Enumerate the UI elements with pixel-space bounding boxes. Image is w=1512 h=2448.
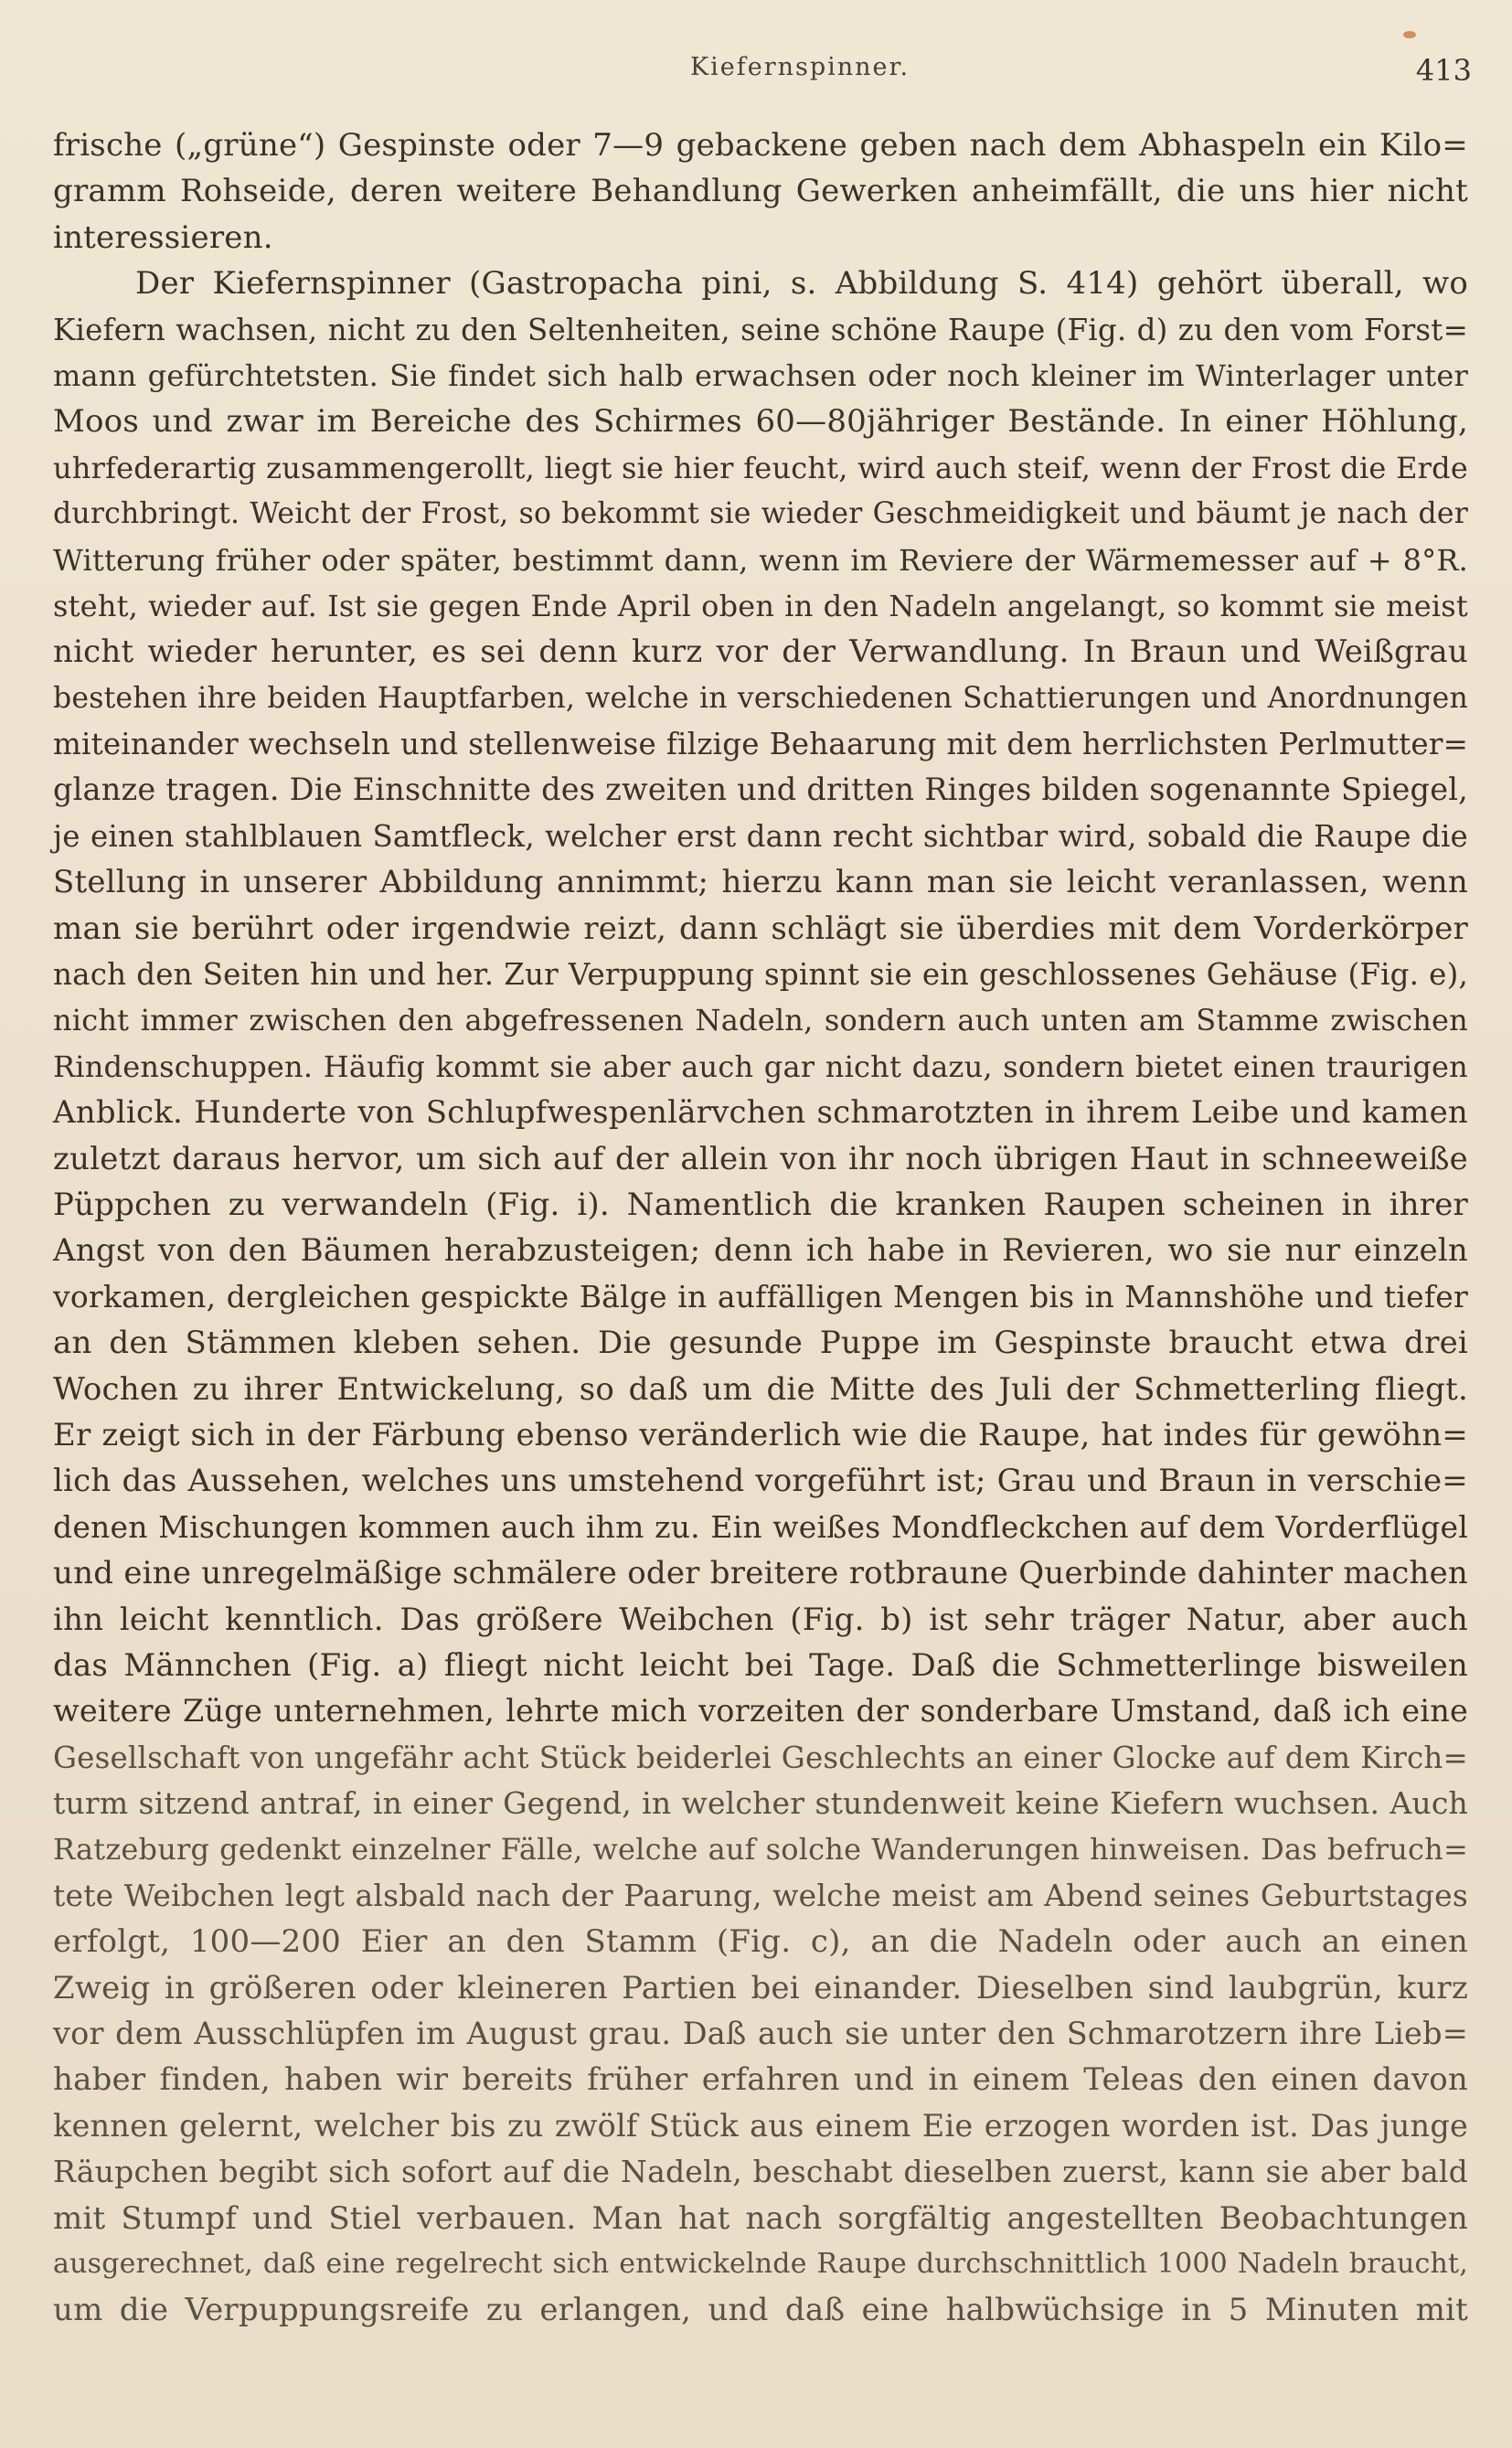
text-line: Er zeigt sich in der Färbung ebenso veränderlich wie die Raupe, hat indes für gewöhn=	[53, 1416, 1468, 1453]
text-line: Stellung in unserer Abbildung annimmt; hierzu kann man sie leicht veranlassen, wenn	[53, 864, 1468, 901]
text-line: Witterung früher oder später, bestimmt dann, wenn im Reviere der Wärmemesser auf + 8°R.	[53, 542, 1468, 578]
text-line: uhrfederartig zusammengerollt, liegt sie hier feucht, wird auch steif, wenn der Frost die Erde	[53, 450, 1468, 485]
text-line: Anblick. Hunderte von Schlupfwespenlärvchen schmarotzten in ihrem Leibe und kamen	[53, 1094, 1468, 1132]
text-line: Gesellschaft von ungefähr acht Stück beiderlei Geschlechts an einer Glocke auf dem Kirch=	[53, 1740, 1468, 1775]
text-line: Wochen zu ihrer Entwickelung, so daß um die Mitte des Juli der Schmetterling fliegt.	[53, 1370, 1468, 1408]
text-line: und eine unregelmäßige schmälere oder breitere rotbraune Querbinde dahinter machen	[53, 1555, 1468, 1592]
text-line: vorkamen, dergleichen gespickte Bälge in auffälligen Mengen bis in Mannshöhe und tiefer	[53, 1278, 1468, 1314]
text-line: Ratzeburg gedenkt einzelner Fälle, welche auf solche Wanderungen hinweisen. Das befruch=	[53, 1832, 1468, 1868]
text-line: gramm Rohseide, deren weitere Behandlung Gewerken anheimfällt, die uns hier nicht	[53, 173, 1468, 210]
text-line: Rindenschuppen. Häufig kommt sie aber auch gar nicht dazu, sondern bietet einen traurigen	[53, 1048, 1468, 1084]
text-line: nach den Seiten hin und her. Zur Verpuppung spinnt sie ein geschlossenes Gehäuse (Fig. e),	[53, 957, 1468, 993]
text-line: das Männchen (Fig. a) fliegt nicht leicht bei Tage. Daß die Schmetterlinge bisweilen	[53, 1646, 1468, 1684]
text-line: man sie berührt oder irgendwie reizt, dann schlägt sie überdies mit dem Vorderkörper	[53, 910, 1468, 947]
text-line: haber finden, haben wir bereits früher erfahren und in einem Teleas den einen davon	[53, 2061, 1468, 2099]
text-line: Moos und zwar im Bereiche des Schirmes 60—80jähriger Bestände. In einer Höhlung,	[53, 403, 1468, 441]
text-line: denen Mischungen kommen auch ihm zu. Ein weißes Mondfleckchen auf dem Vorderflügel	[53, 1508, 1468, 1545]
text-line: ihn leicht kenntlich. Das größere Weibchen (Fig. b) ist sehr träger Natur, aber auch	[53, 1601, 1468, 1638]
text-line: miteinander wechseln und stellenweise filzige Behaarung mit dem herrlichsten Perlmutter=	[53, 727, 1468, 762]
ink-stain	[1403, 31, 1416, 38]
text-line: steht, wieder auf. Ist sie gegen Ende April oben in den Nadeln angelangt, so kommt sie meist	[53, 588, 1468, 623]
page-number: 413	[1415, 53, 1472, 88]
text-line: nicht immer zwischen den abgefressenen Nadeln, sondern auch unten am Stamme zwischen	[53, 1003, 1468, 1038]
text-line: weitere Züge unternehmen, lehrte mich vorzeiten der sonderbare Umstand, daß ich eine	[53, 1693, 1468, 1730]
text-line: erfolgt, 100—200 Eier an den Stamm (Fig. c), an die Nadeln oder auch an einen	[53, 1923, 1468, 1961]
text-line: um die Verpuppungsreife zu erlangen, und daß eine halbwüchsige in 5 Minuten mit	[53, 2292, 1468, 2329]
text-line: Zweig in größeren oder kleineren Partien bei einander. Dieselben sind laubgrün, kurz	[53, 1969, 1468, 2006]
text-line: nicht wieder herunter, es sei denn kurz vor der Verwandlung. In Braun und Weißgrau	[53, 633, 1468, 671]
text-line: Kiefern wachsen, nicht zu den Seltenheiten, seine schöne Raupe (Fig. d) zu den vom Forst=	[53, 312, 1468, 347]
text-line: Angst von den Bäumen herabzusteigen; denn ich habe in Revieren, wo sie nur einzeln	[53, 1232, 1468, 1270]
running-head: Kiefernspinner.	[689, 53, 910, 81]
text-line: interessieren.	[53, 218, 273, 256]
text-line: an den Stämmen kleben sehen. Die gesunde Puppe im Gespinste braucht etwa drei	[53, 1325, 1468, 1362]
paragraph-start: Der Kiefernspinner (Gastropacha pini, s. Abbildung S. 414) gehört überall, wo	[135, 265, 1468, 303]
body-text	[53, 122, 1468, 2379]
text-line: ausgerechnet, daß eine regelrecht sich entwickelnde Raupe durchschnittlich 1000 Nadeln braucht,	[53, 2247, 1468, 2280]
text-line: je einen stahlblauen Samtfleck, welcher erst dann recht sichtbar wird, sobald die Raupe die	[53, 818, 1468, 854]
text-line: turm sitzend antraf, in einer Gegend, in welcher stundenweit keine Kiefern wuchsen. Auch	[53, 1785, 1468, 1822]
text-line: bestehen ihre beiden Hauptfarben, welche in verschiedenen Schattierungen und Anordnungen	[53, 681, 1468, 715]
text-line: mit Stumpf und Stiel verbauen. Man hat nach sorgfältig angestellten Beobachtungen	[53, 2199, 1468, 2237]
text-line: lich das Aussehen, welches uns umstehend vorgeführt ist; Grau und Braun in verschie=	[53, 1463, 1468, 1500]
text-line: Püppchen zu verwandeln (Fig. i). Namentlich die kranken Raupen scheinen in ihrer	[53, 1186, 1468, 1223]
text-line: tete Weibchen legt alsbald nach der Paarung, welche meist am Abend seines Geburtstages	[53, 1877, 1468, 1913]
text-line: frische („grüne“) Gespinste oder 7—9 gebackene geben nach dem Abhaspeln ein Kilo=	[53, 127, 1468, 164]
text-line: durchbringt. Weicht der Frost, so bekommt sie wieder Geschmeidigkeit und bäumt je nach der	[53, 497, 1468, 531]
text-line: Räupchen begibt sich sofort auf die Nadeln, beschabt dieselben zuerst, kann sie aber bald	[53, 2154, 1468, 2190]
text-line: glanze tragen. Die Einschnitte des zweiten und dritten Ringes bilden sogenannte Spiegel,	[53, 772, 1468, 808]
text-line: zuletzt daraus hervor, um sich auf der allein von ihr noch übrigen Haut in schneeweiße	[53, 1140, 1468, 1177]
text-line	[53, 2334, 1468, 2379]
text-line: vor dem Ausschlüpfen im August grau. Daß auch sie unter den Schmarotzern ihre Lieb=	[53, 2016, 1468, 2052]
text-line: mann gefürchtetsten. Sie findet sich halb erwachsen oder noch kleiner im Winterlager unter	[53, 357, 1468, 393]
page-header	[128, 53, 1472, 90]
text-line: kennen gelernt, welcher bis zu zwölf Stück aus einem Eie erzogen worden ist. Das junge	[53, 2107, 1468, 2144]
